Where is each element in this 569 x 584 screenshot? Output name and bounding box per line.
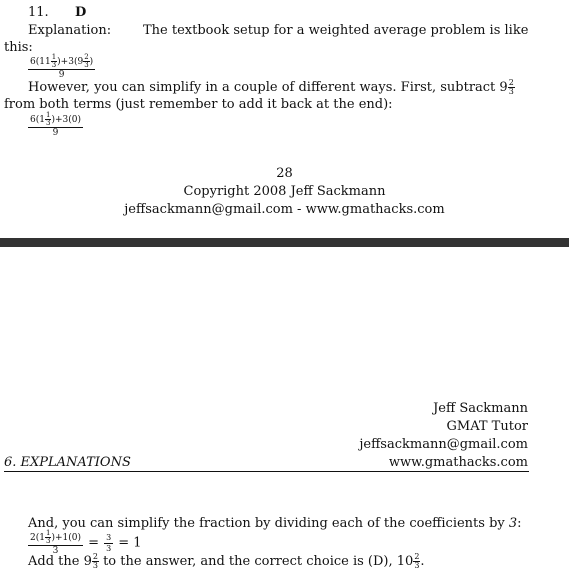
equation-numerator: 6(1 $\frac{1}{3}$ )+3(0)	[30, 111, 81, 127]
equation-denominator: 3	[52, 546, 59, 556]
explanation-text-line2: this:	[4, 40, 33, 55]
explanation-label: Explanation:	[28, 23, 112, 38]
author-email: jeffsackmann@gmail.com	[359, 437, 528, 452]
answer-letter: D	[75, 5, 87, 20]
result-numerator: 3	[106, 532, 112, 542]
equation-denominator: 9	[52, 128, 59, 138]
answer-text: Add the 9 $\frac{2}{3}$ to the answer, and the correct choice is (D), 10 $\frac{2}{3}$ .	[28, 552, 425, 570]
equation-denominator: 9	[58, 70, 65, 80]
equation-numerator: 2(1 $\frac{1}{3}$ )+1(0)	[30, 529, 81, 545]
author-site: www.gmathacks.com	[388, 455, 528, 470]
header-rule	[4, 471, 529, 472]
simplified-equation	[28, 112, 83, 138]
section-header: 6. EXPLANATIONS	[4, 455, 131, 470]
result-denominator: 3	[106, 543, 112, 553]
explanation-text-line1: The textbook setup for a weighted average problem is like	[143, 23, 529, 38]
simplify-text-line1: However, you can simplify in a couple of different ways. First, subtract 9 $\frac{2}{3}$	[28, 78, 514, 96]
equation-numerator: 6(11 $\frac{1}{3}$ )+3(9 $\frac{2}{3}$ )	[30, 53, 94, 69]
page-number: 28	[276, 166, 293, 181]
equals-sign: =	[88, 535, 99, 551]
question-number: 11.	[28, 5, 49, 20]
contact-text: jeffsackmann@gmail.com - www.gmathacks.com	[124, 202, 445, 217]
coefficient-text: And, you can simplify the fraction by dividing each of the coefficients by 3:	[28, 516, 522, 531]
weighted-average-equation	[28, 54, 95, 80]
copyright-text: Copyright 2008 Jeff Sackmann	[183, 184, 386, 199]
author-name: Jeff Sackmann	[433, 401, 528, 416]
equation-result: = 1	[118, 535, 142, 551]
author-title: GMAT Tutor	[446, 419, 528, 434]
simplify-text-line2: from both terms (just remember to add it back at the end):	[4, 97, 393, 112]
page-separator	[0, 238, 569, 247]
